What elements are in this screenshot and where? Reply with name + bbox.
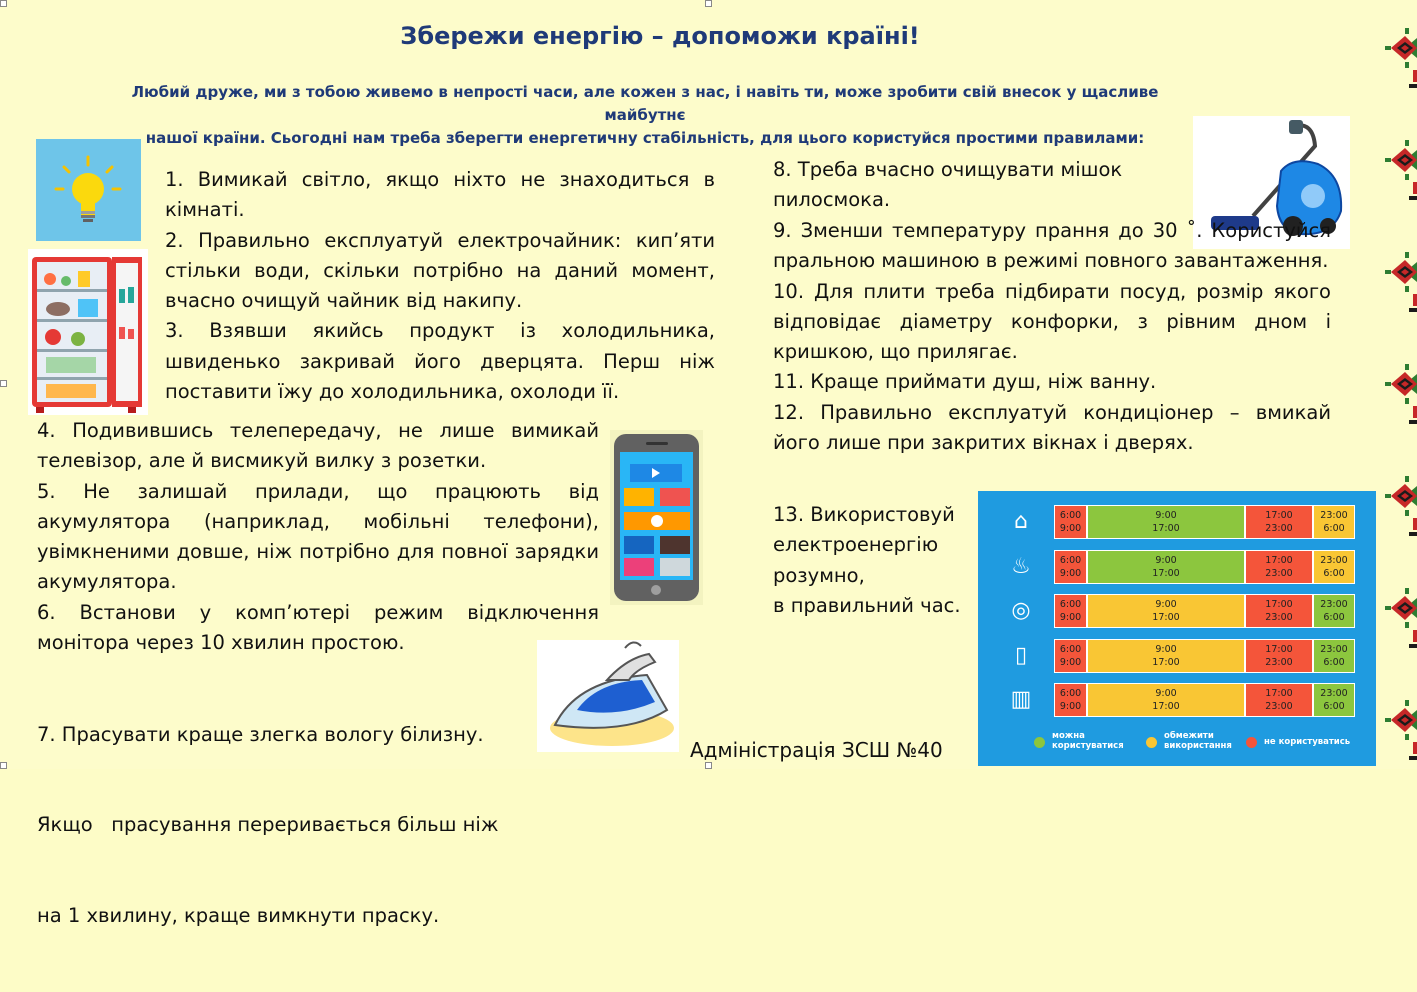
schedule-cell: 6:00 9:00 (1054, 550, 1087, 584)
schedule-cell: 9:00 17:00 (1087, 594, 1245, 628)
electricity-schedule-table (978, 491, 1376, 766)
rule-13 (773, 500, 973, 621)
legend-red-label: не користуватись (1264, 737, 1351, 747)
intro-line: Любий друже, ми з тобою живемо в непрості часи, але кожен з нас, і навіть ти, може зробити свій внесок у щасливе майбутнє (131, 83, 1159, 124)
rules-block-1 (165, 165, 715, 407)
schedule-row (978, 550, 1376, 584)
fridge-icon (28, 249, 148, 415)
phone-image (610, 430, 703, 605)
schedule-legend (978, 723, 1376, 759)
smartphone-icon (610, 430, 703, 605)
rules-block-2 (37, 416, 599, 658)
legend-green-label: можна користуватися (1052, 731, 1124, 751)
rule-8: 8. Треба вчасно очищувати мішок пилосмока. (773, 158, 1123, 212)
boiler-icon: ▯ (1014, 642, 1028, 668)
rule-13-line: розумно, (773, 563, 865, 587)
intro-line: нашої країни. Сьогодні нам треба зберегти енергетичну стабільність, для цього користуйся простими правилами: (145, 129, 1145, 147)
rule-4: 4. Подивившись телепередачу, не лише вимикай телевізор, але й висмикуй вилку з розетки. (37, 419, 599, 473)
schedule-cell: 6:00 9:00 (1054, 505, 1087, 539)
schedule-cell: 23:00 6:00 (1313, 639, 1355, 673)
rule-13-line: в правильний час. (773, 593, 961, 617)
schedule-row (978, 683, 1376, 717)
rule-7-line: на 1 хвилину, краще вимкнути праску. (37, 904, 440, 928)
rule-3: 3. Взявши якийсь продукт із холодильника, швиденько закривай його дверцята. Перш ніж поставити їжу до холодильника, охолоди її. (165, 319, 715, 404)
schedule-row (978, 505, 1376, 539)
rule-13-line: електроенергію (773, 533, 939, 557)
intro-text (95, 81, 1195, 150)
page-title: Збережи енергію – допоможи країні! (400, 22, 920, 50)
lightbulb-image (36, 139, 141, 241)
rule-2: 2. Правильно експлуатуй електрочайник: кип’яти стільки води, скільки потрібно на даний момент, вчасно очищуй чайник від накипу. (165, 228, 715, 313)
schedule-cell: 17:00 23:00 (1245, 639, 1313, 673)
schedule-cell: 6:00 9:00 (1054, 639, 1087, 673)
legend-yellow-label: обмежити використання (1164, 731, 1232, 751)
resize-handle[interactable] (705, 0, 712, 7)
fridge-image (28, 249, 148, 415)
schedule-cell: 23:00 6:00 (1313, 594, 1355, 628)
rule-5: 5. Не залишай прилади, що працюють від акумулятора (наприклад, мобільні телефони), увімкненими довше, ніж потрібно для повної зарядки акумулятора. (37, 479, 599, 594)
schedule-cell: 17:00 23:00 (1245, 550, 1313, 584)
rule-6: 6. Встанови у комп’ютері режим відключення монітора через 10 хвилин простою. (37, 600, 599, 655)
rule-10: 10. Для плити треба підбирати посуд, розмір якого відповідає діаметру конфорки, з рівним дном і кришкою, що прилягає. (773, 279, 1331, 364)
stove-icon: ♨ (1011, 553, 1031, 579)
schedule-row (978, 639, 1376, 673)
rule-7-line: Якщо прасування переривається більш ніж (37, 813, 499, 837)
schedule-row (978, 594, 1376, 628)
rule-7-line: 7. Прасувати краще злегка вологу білизну. (37, 722, 484, 746)
lightbulb-icon (36, 139, 141, 241)
schedule-cell: 23:00 6:00 (1313, 683, 1355, 717)
schedule-cell: 17:00 23:00 (1245, 505, 1313, 539)
schedule-cell: 6:00 9:00 (1054, 683, 1087, 717)
schedule-cell: 9:00 17:00 (1087, 683, 1245, 717)
schedule-cell: 23:00 6:00 (1313, 550, 1355, 584)
resize-handle[interactable] (0, 380, 7, 387)
rule-11: 11. Краще приймати душ, ніж ванну. (773, 370, 1157, 394)
washer-icon: ◎ (1011, 598, 1031, 623)
schedule-cell: 9:00 17:00 (1087, 505, 1245, 539)
resize-handle[interactable] (0, 0, 7, 7)
rule-12: 12. Правильно експлуатуй кондиціонер – вмикай його лише при закритих вікнах і дверях. (773, 400, 1331, 455)
schedule-cell: 23:00 6:00 (1313, 505, 1355, 539)
rule-1: 1. Вимикай світло, якщо ніхто не знаходиться в кімнаті. (165, 168, 715, 222)
schedule-cell: 6:00 9:00 (1054, 594, 1087, 628)
rule-13-line: 13. Використовуй (773, 503, 955, 526)
footer-signature: Адміністрація ЗСШ №40 (690, 738, 943, 762)
resize-handle[interactable] (705, 762, 712, 769)
rules-block-3 (37, 659, 537, 992)
schedule-cell: 17:00 23:00 (1245, 594, 1313, 628)
rules-block-4 (773, 216, 1331, 458)
schedule-cell: 9:00 17:00 (1087, 550, 1245, 584)
legend-red-dot (1246, 737, 1257, 748)
rule-9: 9. Зменши температуру прання до 30 ˚. Користуйся пральною машиною в режимі повного завантаження. (773, 219, 1331, 273)
schedule-cell: 17:00 23:00 (1245, 683, 1313, 717)
heater-icon: ▥ (1010, 687, 1032, 712)
schedule-cell: 9:00 17:00 (1087, 639, 1245, 673)
legend-green-dot (1034, 737, 1045, 748)
resize-handle[interactable] (0, 762, 7, 769)
iron-icon: ⌂ (1014, 509, 1028, 534)
legend-yellow-dot (1146, 737, 1157, 748)
